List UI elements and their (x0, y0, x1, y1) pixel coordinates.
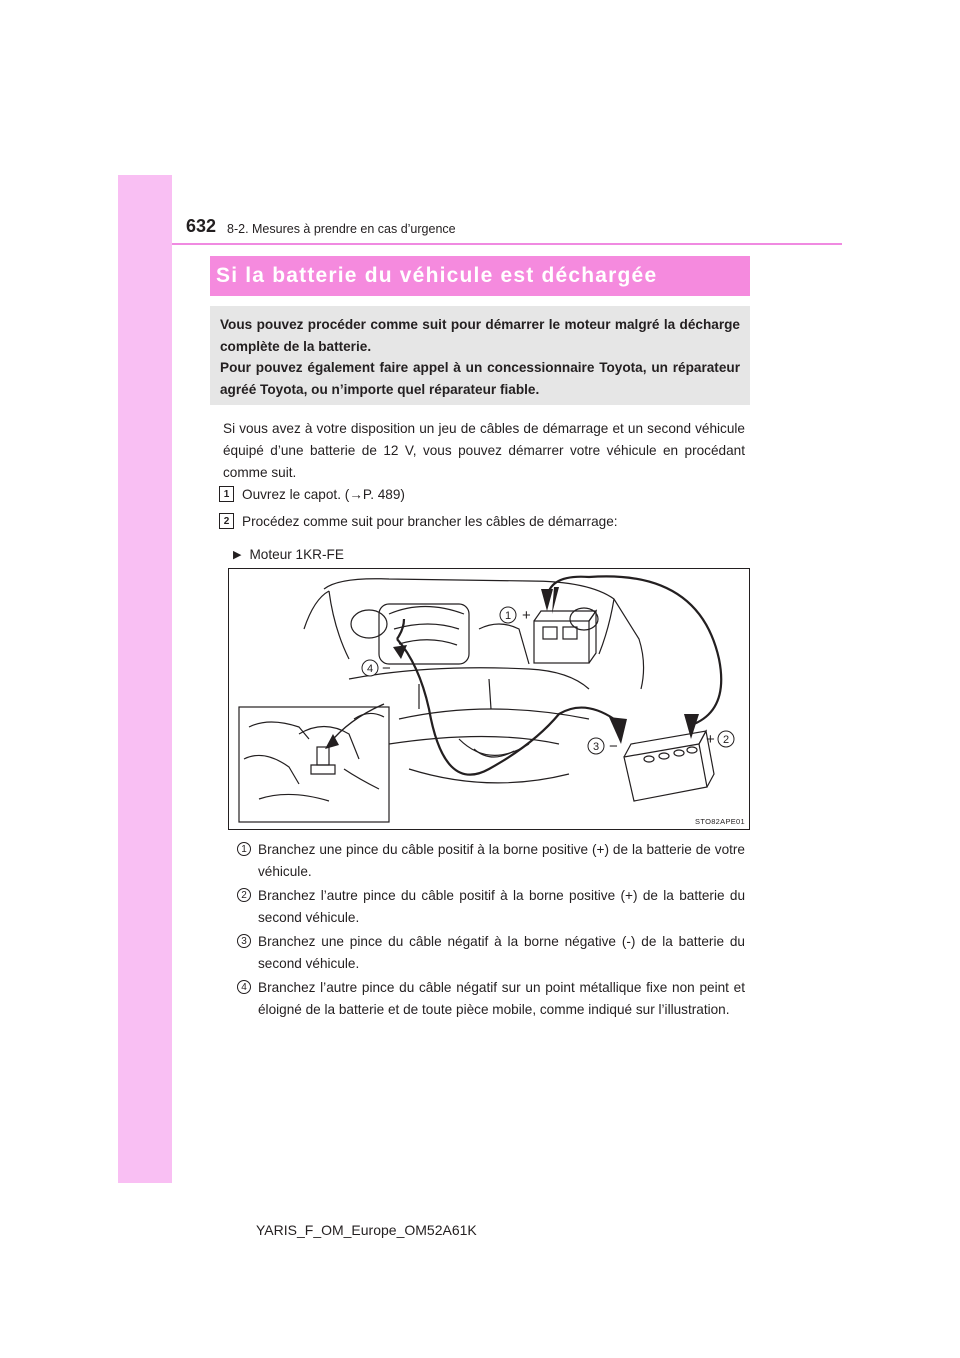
step-text: Ouvrez le capot. (→P. 489) (242, 486, 405, 502)
item-number-circle: 4 (237, 980, 251, 994)
side-tab-band (118, 175, 172, 1183)
engine-bay-drawing (229, 569, 749, 829)
step-2 (219, 513, 618, 529)
header-rule (172, 243, 842, 245)
item-number-circle: 1 (237, 842, 251, 856)
engine-label-line (233, 547, 344, 562)
step-text: Procédez comme suit pour brancher les câbles de démarrage: (242, 513, 618, 529)
step-1 (219, 486, 405, 502)
plus-sign: + (522, 607, 531, 624)
item-text: Branchez l’autre pince du câble négatif sur un point métallique fixe non peint et éloigné de la batterie et de toute pièce mobile, comme indiqué sur l’illustration. (258, 980, 745, 1017)
intro-line-1: Vous pouvez procéder comme suit pour démarrer le moteur malgré la décharge complète de la batterie. (220, 317, 740, 354)
callout-4: 4 (366, 663, 374, 675)
section-title-bar (210, 256, 750, 296)
instruction-item-1 (237, 839, 745, 883)
item-text: Branchez l’autre pince du câble positif à la borne positive (+) de la batterie du second véhicule. (258, 888, 745, 925)
triangle-bullet-icon: ▶ (233, 549, 242, 561)
minus-sign: − (382, 660, 391, 677)
step-number-box: 1 (219, 486, 234, 502)
jump-start-illustration (228, 568, 750, 830)
body-paragraph: Si vous avez à votre disposition un jeu de câbles de démarrage et un second véhicule équipé d’une batterie de 12 V, vous pouvez démarrer votre véhicule en procédant comme suit. (223, 421, 745, 480)
instruction-item-4 (237, 977, 745, 1021)
minus-sign: − (609, 738, 618, 755)
engine-label: Moteur 1KR-FE (249, 547, 344, 562)
intro-line-2: Pour pouvez également faire appel à un concessionnaire Toyota, un réparateur agréé Toyota, ou n’importe quel réparateur fiable. (220, 360, 740, 397)
callout-3: 3 (592, 741, 600, 753)
item-text: Branchez une pince du câble négatif à la borne négative (-) de la batterie du second véhicule. (258, 934, 745, 971)
instruction-item-3 (237, 931, 745, 975)
section-title: Si la batterie du véhicule est déchargée (216, 264, 658, 287)
item-text: Branchez une pince du câble positif à la borne positive (+) de la batterie de votre véhicule. (258, 842, 745, 879)
figure-code: STO82APE01 (695, 817, 745, 826)
chapter-heading: 8-2. Mesures à prendre en cas d’urgence (227, 222, 456, 236)
callout-1: 1 (504, 610, 512, 622)
item-number-circle: 2 (237, 888, 251, 902)
callout-2: 2 (722, 734, 730, 746)
intro-box (210, 306, 750, 405)
instruction-item-2 (237, 885, 745, 929)
item-number-circle: 3 (237, 934, 251, 948)
step-number-box: 2 (219, 513, 234, 529)
footer-doc-code: YARIS_F_OM_Europe_OM52A61K (256, 1222, 477, 1238)
plus-sign: + (706, 731, 715, 748)
page-number: 632 (186, 216, 217, 236)
